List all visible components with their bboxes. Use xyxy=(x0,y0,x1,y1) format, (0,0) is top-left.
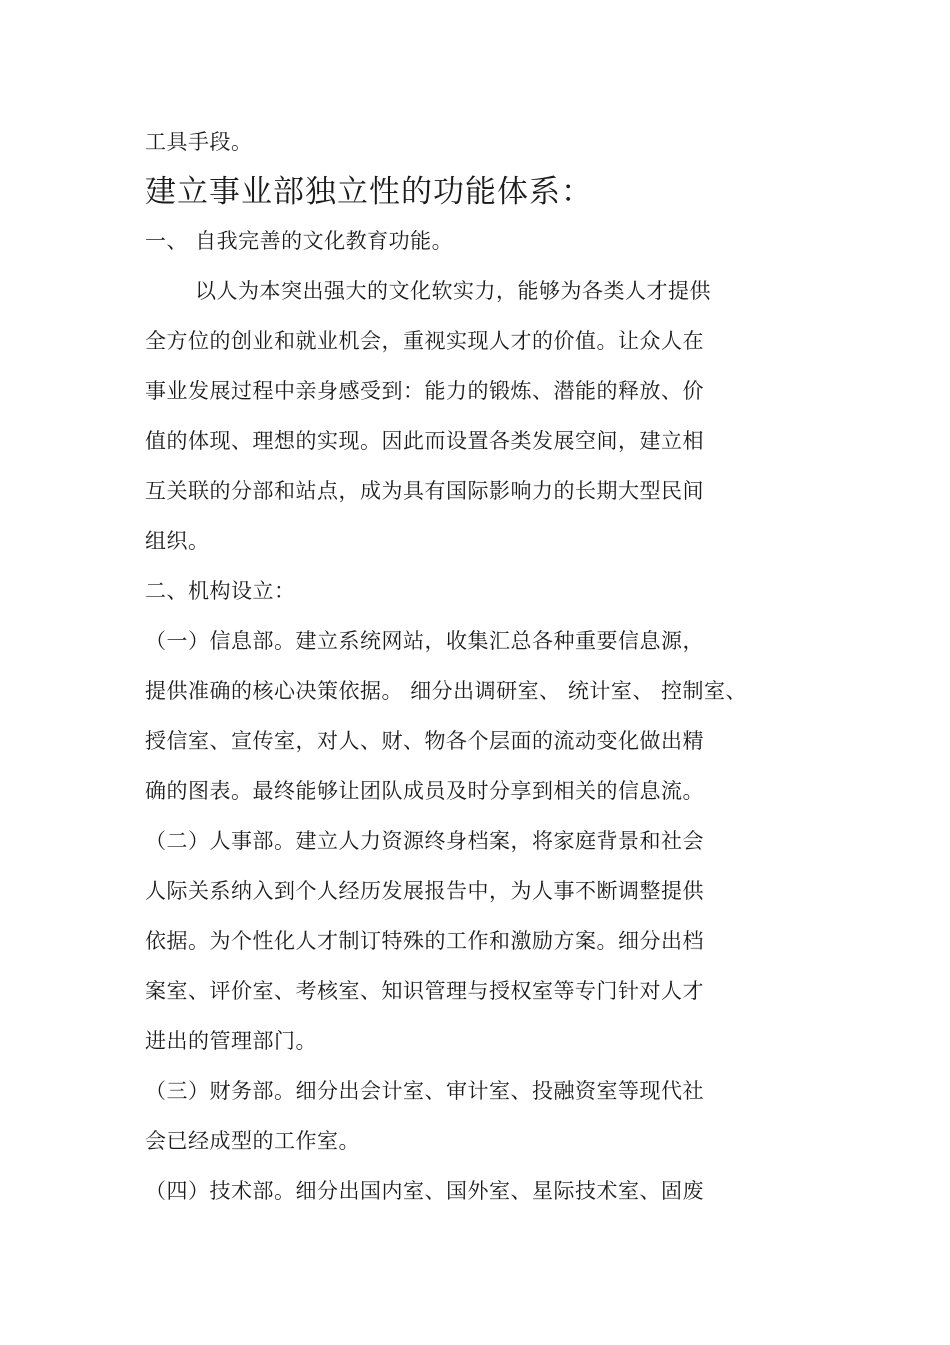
text-line-5: 事业发展过程中亲身感受到：能力的锻炼、潜能的释放、价 xyxy=(145,379,704,403)
text-line-10: （一）信息部。建立系统网站，收集汇总各种重要信息源， xyxy=(145,629,704,653)
text-line-12: 授信室、宣传室，对人、财、物各个层面的流动变化做出精 xyxy=(145,729,704,753)
text-line-3: 以人为本突出强大的文化软实力，能够为各类人才提供 xyxy=(195,279,711,303)
text-line-13: 确的图表。最终能够让团队成员及时分享到相关的信息流。 xyxy=(145,779,704,803)
text-line-7: 互关联的分部和站点，成为具有国际影响力的长期大型民间 xyxy=(145,479,704,503)
text-line-19: （三）财务部。细分出会计室、审计室、投融资室等现代社 xyxy=(145,1079,704,1103)
text-line-21: （四）技术部。细分出国内室、国外室、星际技术室、固废 xyxy=(145,1179,704,1203)
section-heading: 建立事业部独立性的功能体系： xyxy=(145,174,593,210)
text-line-20: 会已经成型的工作室。 xyxy=(145,1129,360,1153)
text-line-4: 全方位的创业和就业机会，重视实现人才的价值。让众人在 xyxy=(145,329,704,353)
text-line-15: 人际关系纳入到个人经历发展报告中，为人事不断调整提供 xyxy=(145,879,704,903)
text-line-17: 案室、评价室、考核室、知识管理与授权室等专门针对人才 xyxy=(145,979,704,1003)
text-line-16: 依据。为个性化人才制订特殊的工作和激励方案。细分出档 xyxy=(145,929,704,953)
text-line-18: 进出的管理部门。 xyxy=(145,1029,317,1053)
text-line-9: 二、机构设立： xyxy=(145,579,296,603)
text-line-6: 值的体现、理想的实现。因此而设置各类发展空间，建立相 xyxy=(145,429,704,453)
text-line-2: 一、 自我完善的文化教育功能。 xyxy=(145,229,454,253)
text-line-1: 工具手段。 xyxy=(145,130,253,154)
text-line-8: 组织。 xyxy=(145,529,210,553)
text-line-11: 提供准确的核心决策依据。 细分出调研室、 统计室、 控制室、 xyxy=(145,679,748,703)
text-line-14: （二）人事部。建立人力资源终身档案，将家庭背景和社会 xyxy=(145,829,704,853)
